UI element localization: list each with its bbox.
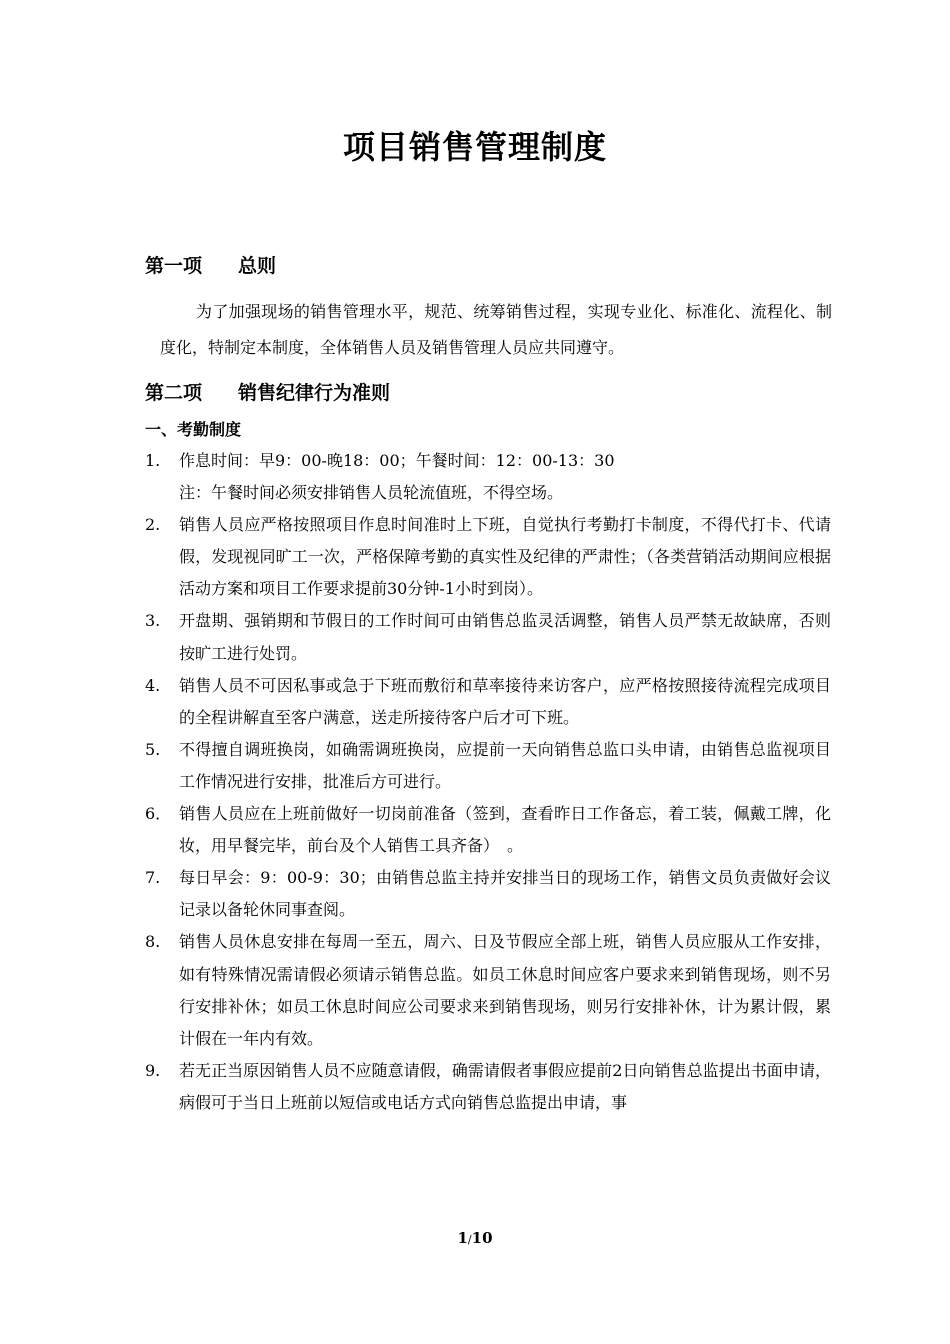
list-item-text: 销售人员休息安排在每周一至五，周六、日及节假应全部上班，销售人员应服从工作安排，如有特殊情况需请假必须请示销售总监。如员工休息时间应客户要求来到销售现场，则不另行安排补休；如员工休息时间应公司要求来到销售现场，则另行安排补休，计为累计假，累计假在一年内有效。: [179, 932, 831, 1048]
page-number: [0, 1226, 950, 1252]
list-item: 6． 销售人员应在上班前做好一切岗前准备（签到，查看昨日工作备忘，着工装，佩戴工牌，化妆，用早餐完毕，前台及个人销售工具齐备） 。: [145, 798, 835, 862]
section-1-paragraph: 为了加强现场的销售管理水平，规范、统筹销售过程，实现专业化、标准化、流程化、制度化，特制定本制度，全体销售人员及销售管理人员应共同遵守。: [160, 302, 832, 357]
list-item: 2. 销售人员应严格按照项目作息时间准时上下班，自觉执行考勤打卡制度，不得代打卡、代请假，发现视同旷工一次，严格保障考勤的真实性及纪律的严肃性；（各类营销活动期间应根据活动方案和项目工作要求提前30分钟-1小时到岗）。: [145, 509, 835, 605]
list-item: 8. 销售人员休息安排在每周一至五，周六、日及节假应全部上班，销售人员应服从工作安排，如有特殊情况需请假必须请示销售总监。如员工休息时间应客户要求来到销售现场，则不另行安排补休；如员工休息时间应公司要求来到销售现场，则另行安排补休，计为累计假，累计假在一年内有效。: [145, 926, 835, 1054]
section-1-heading: [145, 252, 276, 280]
list-item: 7. 每日早会：9：00-9：30；由销售总监主持并安排当日的现场工作，销售文员负责做好会议记录以备轮休同事查阅。: [145, 862, 835, 926]
list-item-text: 销售人员应在上班前做好一切岗前准备（签到，查看昨日工作备忘，着工装，佩戴工牌，化妆，用早餐完毕，前台及个人销售工具齐备） 。: [179, 804, 831, 856]
section-2-heading: [145, 379, 390, 407]
section-2-title: 销售纪律行为准则: [238, 382, 391, 404]
list-item-text: 不得擅自调班换岗，如确需调班换岗，应提前一天向销售总监口头申请，由销售总监视项目工作情况进行安排，批准后方可进行。: [179, 739, 831, 791]
section-1-title: 总则: [238, 255, 277, 277]
attendance-subheading: 一、考勤制度: [145, 420, 242, 439]
list-item-text: 若无正当原因销售人员不应随意请假，确需请假者事假应提前2日向销售总监提出书面申请，病假可于当日上班前以短信或电话方式向销售总监提出申请，事: [179, 1060, 831, 1112]
list-item: 5. 不得擅自调班换岗，如确需调班换岗，应提前一天向销售总监口头申请，由销售总监视项目工作情况进行安排，批准后方可进行。: [145, 734, 835, 798]
list-item: 9. 若无正当原因销售人员不应随意请假，确需请假者事假应提前2日向销售总监提出书面申请，病假可于当日上班前以短信或电话方式向销售总监提出申请，事: [145, 1055, 835, 1119]
document-title: 项目销售管理制度: [342, 128, 607, 166]
list-item: 4. 销售人员不可因私事或急于下班而敷衍和草率接待来访客户，应严格按照接待流程完成项目的全程讲解直至客户满意，送走所接待客户后才可下班。: [145, 670, 835, 734]
list-item-text: 销售人员不可因私事或急于下班而敷衍和草率接待来访客户，应严格按照接待流程完成项目的全程讲解直至客户满意，送走所接待客户后才可下班。: [179, 675, 831, 727]
list-item-note: 注：午餐时间必须安排销售人员轮流值班，不得空场。: [179, 483, 564, 503]
attendance-rules-list: [145, 445, 835, 1119]
page-separator: /: [467, 1233, 472, 1246]
list-item: 1. 作息时间：早9：00-晚18：00；午餐时间：12：00-13：30 注：午餐时间必须安排销售人员轮流值班，不得空场。: [145, 451, 615, 503]
list-item-text: 作息时间：早9：00-晚18：00；午餐时间：12：00-13：30: [179, 451, 615, 470]
page-total: 10: [471, 1229, 493, 1247]
list-item: 3. 开盘期、强销期和节假日的工作时间可由销售总监灵活调整，销售人员严禁无故缺席，否则按旷工进行处罚。: [145, 605, 835, 669]
page-current: 1: [457, 1229, 468, 1247]
section-2-number: 第二项: [145, 382, 203, 404]
list-item-text: 每日早会：9：00-9：30；由销售总监主持并安排当日的现场工作，销售文员负责做好会议记录以备轮休同事查阅。: [179, 868, 831, 920]
list-item-text: 销售人员应严格按照项目作息时间准时上下班，自觉执行考勤打卡制度，不得代打卡、代请假，发现视同旷工一次，严格保障考勤的真实性及纪律的严肃性；（各类营销活动期间应根据活动方案和项目工作要求提前30分钟-1小时到岗）。: [179, 515, 831, 599]
section-1-number: 第一项: [145, 255, 203, 277]
list-item-text: 开盘期、强销期和节假日的工作时间可由销售总监灵活调整，销售人员严禁无故缺席，否则按旷工进行处罚。: [179, 611, 831, 663]
